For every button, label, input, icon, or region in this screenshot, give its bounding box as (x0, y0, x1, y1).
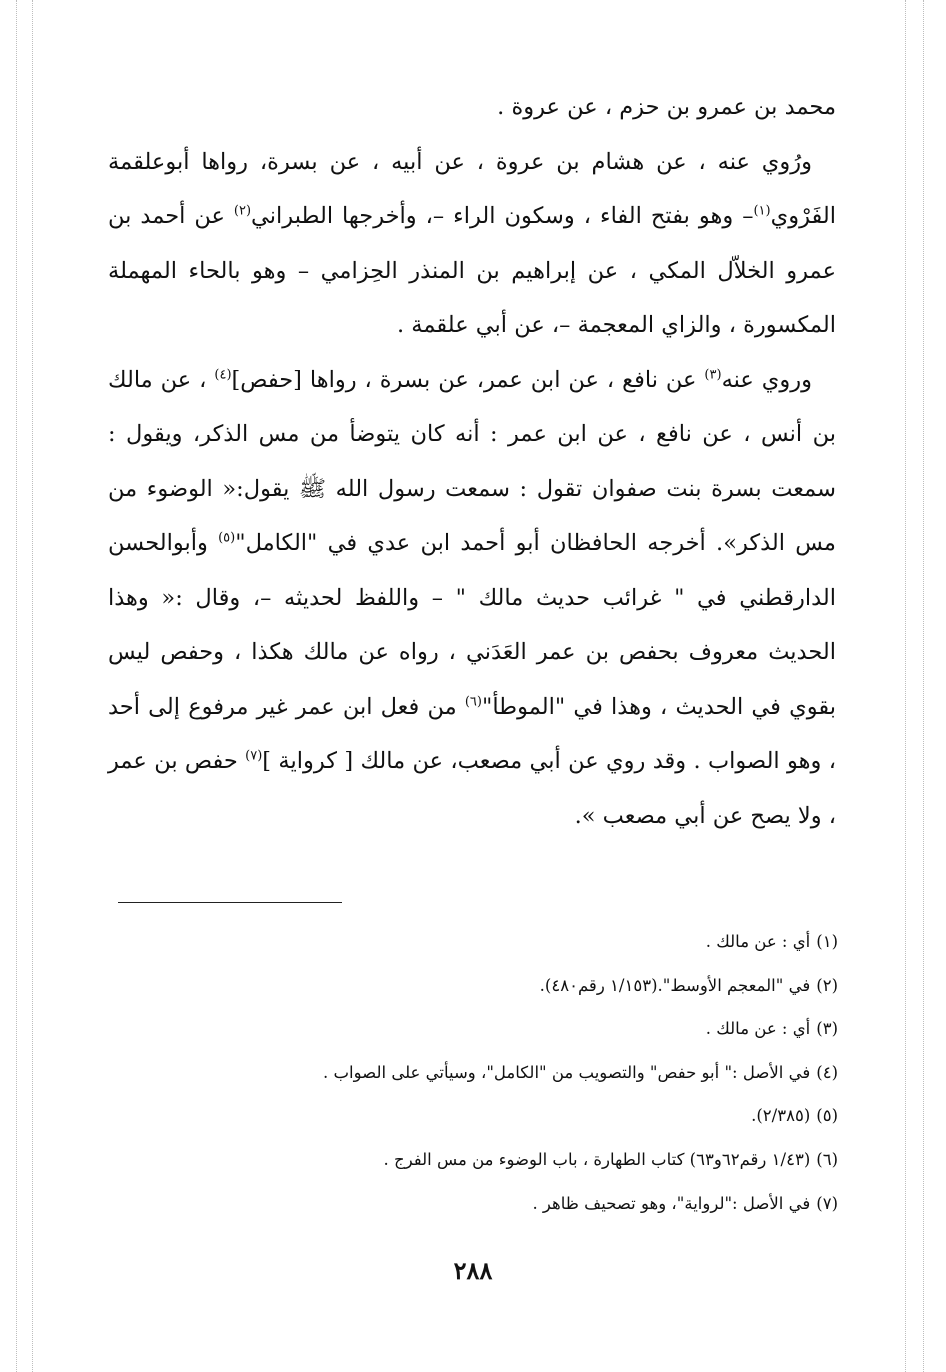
text-segment: عن أحمد بن عمرو الخلاّل المكي ، عن إبراهيم بن المنذر الحِزامي – وهو بالحاء المهملة المكسورة ، والزاي المعجمة –، عن أبي علقمة . (108, 203, 836, 338)
footnotes (108, 920, 838, 1225)
footnote-ref-4[interactable]: (٤) (214, 367, 232, 382)
footnote-separator (118, 902, 342, 903)
footnote-text: في الأصل :" أبو حفص" والتصويب من "الكامل"، وسيأتي على الصواب . (323, 1062, 811, 1082)
footnote-item (108, 1094, 838, 1138)
footnote-number: (٢) (816, 975, 838, 995)
paragraph-3 (108, 353, 836, 844)
footnote-item (108, 1138, 838, 1182)
text-segment: ، عن مالك بن أنس ، عن نافع ، عن ابن عمر : أنه كان يتوضأ من مس الذكر، ويقول : سمعت بسرة بنت صفوان تقول : سمعت رسول الله ﷺ يقول:« الوضوء من مس الذكر». أخرجه الحافظان أبو أحمد ابن عدي في "الكامل" (108, 366, 836, 556)
text-segment: – وهو بفتح الفاء ، وسكون الراء –، وأخرجها الطبراني (251, 203, 754, 229)
footnote-item (108, 964, 838, 1008)
footnote-number: (٣) (816, 1019, 838, 1039)
text-segment: وأبوالحسن الدارقطني في " غرائب حديث مالك " – واللفظ لحديثه –، وقال :« وهذا الحديث معروف بحفص بن عمر العَدَني ، رواه عن مالك هكذا ، وحفص ليس بقوي في الحديث ، وهذا في "الموطأ" (108, 530, 836, 720)
footnote-text: (١/٤٣ رقم٦٢و٦٣) كتاب الطهارة ، باب الوضوء من مس الفرج . (383, 1149, 811, 1169)
right-margin-dots (923, 0, 924, 1372)
paragraph-1 (108, 80, 836, 135)
footnote-ref-2[interactable]: (٢) (233, 203, 252, 219)
footnote-item (108, 1051, 838, 1095)
footnote-ref-1[interactable]: (١) (753, 203, 771, 219)
left-margin-dots-inner (32, 0, 33, 1372)
right-margin-dots-inner (905, 0, 906, 1372)
footnote-item (108, 1182, 838, 1226)
footnote-text: (٢/٣٨٥). (751, 1106, 811, 1126)
text-segment: من فعل ابن عمر غير مرفوع إلى أحد ، وهو الصواب . وقد روي عن أبي مصعب، عن مالك [ كرواية ] (108, 693, 836, 774)
footnote-text: أي : عن مالك . (705, 1019, 811, 1039)
line-text: محمد بن عمرو بن حزم ، عن عروة . (497, 94, 836, 120)
footnote-number: (٤) (816, 1062, 838, 1082)
page-number: ٢٨٨ (453, 1256, 493, 1285)
footnote-number: (٦) (816, 1149, 838, 1169)
footnote-text: في الأصل :"لرواية"، وهو تصحيف ظاهر . (532, 1193, 811, 1213)
footnote-number: (٥) (816, 1106, 838, 1126)
footnote-item (108, 1007, 838, 1051)
footnote-ref-7[interactable]: (٧) (245, 748, 263, 764)
paragraph-2 (108, 135, 836, 353)
footnote-number: (١) (816, 932, 838, 951)
text-segment: ورُوي عنه ، عن هشام بن عروة ، عن أبيه ، عن بسرة، رواها أبوعلقمة الفَرْوي (108, 148, 836, 229)
footnote-item (108, 920, 838, 964)
footnote-text: أي : عن مالك . (705, 932, 811, 951)
footnote-number: (٧) (816, 1193, 838, 1213)
left-margin-dots (16, 0, 17, 1372)
footnote-text: في "المعجم الأوسط".(١/١٥٣ رقم٤٨٠). (539, 975, 811, 995)
footnote-ref-6[interactable]: (٦) (464, 694, 482, 709)
main-text (108, 80, 836, 843)
footnote-ref-5[interactable]: (٥) (218, 530, 236, 546)
text-segment: حفص بن عمر ، ولا يصح عن أبي مصعب ». (108, 748, 836, 829)
footnote-list (108, 920, 838, 1225)
text-segment: وروي عنه (721, 366, 812, 393)
footnote-ref-3[interactable]: (٣) (704, 367, 722, 382)
text-segment: عن نافع ، عن ابن عمر، عن بسرة ، رواها [حفص] (231, 366, 705, 393)
